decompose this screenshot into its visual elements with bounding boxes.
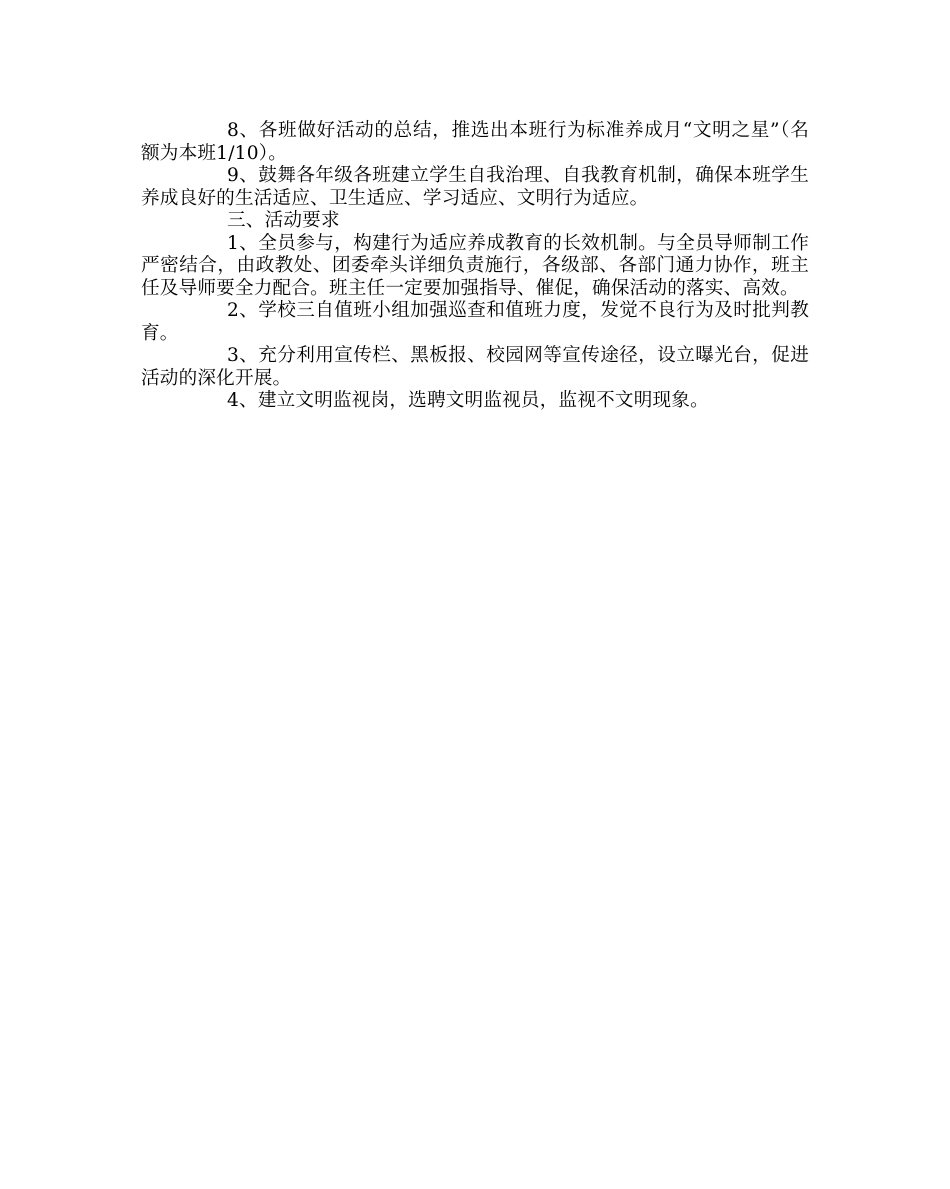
paragraph-item-8-summary: 8、各班做好活动的总结，推选出本班行为标准养成月“文明之星”（名额为本班1/10）。 [141, 120, 809, 164]
section-heading-requirements: 三、活动要求 [227, 210, 340, 231]
paragraph-item-9-self-management: 9、鼓舞各年级各班建立学生自我治理、自我教育机制，确保本班学生养成良好的生活适应、卫生适应、学习适应、文明行为适应。 [141, 165, 809, 209]
paragraph-requirement-2: 2、学校三自值班小组加强巡查和值班力度，发觉不良行为及时批判教育。 [141, 300, 809, 344]
paragraph-requirement-1: 1、全员参与，构建行为适应养成教育的长效机制。与全员导师制工作严密结合，由政教处、团委牵头详细负责施行，各级部、各部门通力协作，班主任及导师要全力配合。班主任一定要加强指导、催促，确保活动的落实、高效。 [141, 232, 809, 299]
paragraph-requirement-4: 4、建立文明监视岗，选聘文明监视员，监视不文明现象。 [227, 390, 709, 411]
paragraph-requirement-3: 3、充分利用宣传栏、黑板报、校园网等宣传途径，设立曝光台，促进活动的深化开展。 [141, 345, 809, 389]
document-body [141, 120, 809, 413]
